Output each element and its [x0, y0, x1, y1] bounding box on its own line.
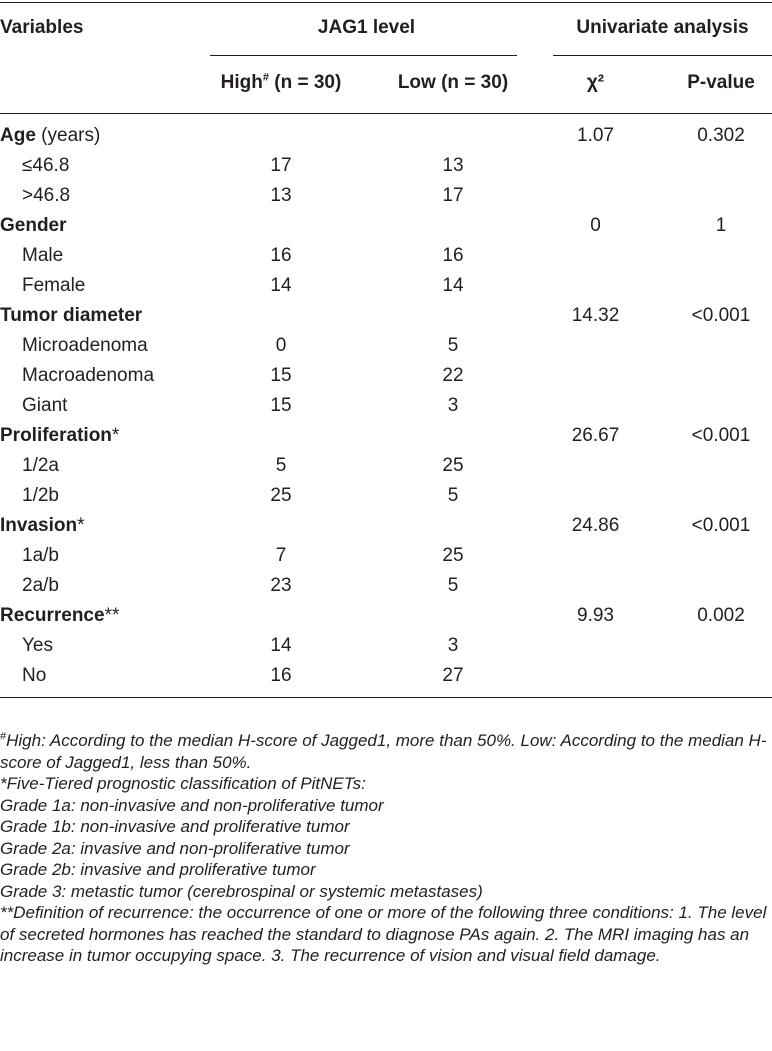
table-row: [0, 451, 772, 481]
table-row: [0, 661, 772, 691]
header-high: High# (n = 30): [220, 71, 342, 93]
row-label: Gender: [0, 215, 67, 236]
grade-list: [0, 795, 772, 903]
high-count-cell: 25: [270, 485, 292, 506]
table-row: [0, 331, 772, 361]
p-value-cell: <0.001: [691, 515, 751, 536]
row-label: 1/2a: [22, 455, 59, 476]
row-label: Proliferation*: [0, 425, 120, 446]
header-p-value: P-value: [687, 72, 755, 93]
table-row-group: [0, 511, 772, 541]
p-value-cell: 0.302: [697, 125, 745, 146]
high-count-cell: 13: [270, 185, 292, 206]
row-label: Giant: [22, 395, 68, 416]
header-chi-square: χ²: [586, 72, 605, 93]
row-label: Female: [22, 275, 86, 296]
low-count-cell: 5: [447, 485, 459, 506]
row-label: Invasion*: [0, 515, 85, 536]
row-label: Yes: [22, 635, 53, 656]
low-count-cell: 17: [442, 185, 464, 206]
table-row: [0, 631, 772, 661]
header-univariate-analysis: Univariate analysis: [576, 17, 749, 38]
low-count-cell: 16: [442, 245, 464, 266]
low-count-cell: 25: [442, 545, 464, 566]
chi-square-cell: 9.93: [577, 605, 614, 626]
row-label: ≤46.8: [22, 155, 70, 176]
row-label: Recurrence**: [0, 605, 120, 626]
row-label: Age (years): [0, 125, 101, 146]
row-label: >46.8: [22, 185, 71, 206]
row-label: Male: [22, 245, 64, 266]
table-row-group: [0, 121, 772, 151]
table-row: [0, 541, 772, 571]
grade-item: Grade 2b: invasive and proliferative tumor: [0, 860, 316, 879]
high-count-cell: 14: [270, 635, 292, 656]
footnote-recurrence: **Definition of recurrence: the occurrence of one or more of the following three conditions: 1. The level of secreted hormones has reached the standard to diagnose PAs again. 2. The MRI imaging has an increase in tumor occupying space. 3. The recurrence of vision and visual field damage.: [0, 903, 767, 965]
low-count-cell: 3: [447, 635, 459, 656]
low-count-cell: 5: [447, 575, 459, 596]
row-label: 2a/b: [22, 575, 59, 596]
table-footnotes: [0, 730, 772, 967]
low-count-cell: 27: [442, 665, 464, 686]
high-count-cell: 16: [270, 245, 292, 266]
row-label: No: [22, 665, 47, 686]
high-count-cell: 17: [270, 155, 292, 176]
footnote-star: *Five-Tiered prognostic classification of PitNETs:: [0, 774, 366, 793]
low-count-cell: 25: [442, 455, 464, 476]
low-count-cell: 3: [447, 395, 459, 416]
header-low: Low (n = 30): [397, 72, 509, 93]
high-count-cell: 23: [270, 575, 292, 596]
high-count-cell: 0: [275, 335, 287, 356]
low-count-cell: 13: [442, 155, 464, 176]
table-row-group: [0, 421, 772, 451]
row-label: 1a/b: [22, 545, 59, 566]
high-count-cell: 16: [270, 665, 292, 686]
body-bottom-rule: [0, 697, 772, 698]
header-jag1-level: JAG1 level: [317, 17, 416, 38]
high-count-cell: 5: [275, 455, 287, 476]
row-label: Macroadenoma: [22, 365, 155, 386]
table-row: [0, 361, 772, 391]
grade-item: Grade 1a: non-invasive and non-proliferative tumor: [0, 795, 384, 815]
p-value-cell: 0.002: [697, 605, 745, 626]
p-value-cell: <0.001: [691, 305, 751, 326]
grade-item: Grade 1b: non-invasive and proliferative tumor: [0, 817, 350, 836]
table-row: [0, 271, 772, 301]
high-count-cell: 15: [270, 395, 292, 416]
univariate-subrule: [553, 55, 772, 56]
grade-item: Grade 3: metastic tumor (cerebrospinal or systemic metastases): [0, 881, 483, 901]
table-row-group: [0, 601, 772, 631]
footnote-hash: #High: According to the median H-score of Jagged1, more than 50%. Low: According to the median H-score of Jagged1, less than 50%.: [0, 730, 767, 772]
chi-square-cell: 24.86: [571, 515, 620, 536]
row-label: Tumor diameter: [0, 305, 143, 326]
top-rule: [0, 2, 772, 3]
high-count-cell: 7: [275, 545, 287, 566]
jag1-subrule: [210, 55, 517, 56]
table-row-group: [0, 211, 772, 241]
table-row-group: [0, 301, 772, 331]
table-row: [0, 391, 772, 421]
high-count-cell: 14: [270, 275, 292, 296]
chi-square-cell: 1.07: [577, 125, 614, 146]
row-label: Microadenoma: [22, 335, 148, 356]
table-row: [0, 481, 772, 511]
table-row: [0, 181, 772, 211]
low-count-cell: 22: [442, 365, 464, 386]
chi-square-cell: 0: [590, 215, 601, 236]
table-row: [0, 571, 772, 601]
row-label: 1/2b: [22, 485, 59, 506]
low-count-cell: 5: [447, 335, 459, 356]
p-value-cell: <0.001: [691, 425, 751, 446]
chi-square-cell: 14.32: [571, 305, 620, 326]
low-count-cell: 14: [442, 275, 464, 296]
header-bottom-rule: [0, 113, 772, 114]
p-value-cell: 1: [715, 215, 727, 236]
high-count-cell: 15: [270, 365, 292, 386]
grade-item: Grade 2a: invasive and non-proliferative tumor: [0, 838, 350, 858]
table-row: [0, 151, 772, 181]
header-variables: Variables: [0, 17, 84, 38]
table-row: [0, 241, 772, 271]
chi-square-cell: 26.67: [571, 425, 620, 446]
